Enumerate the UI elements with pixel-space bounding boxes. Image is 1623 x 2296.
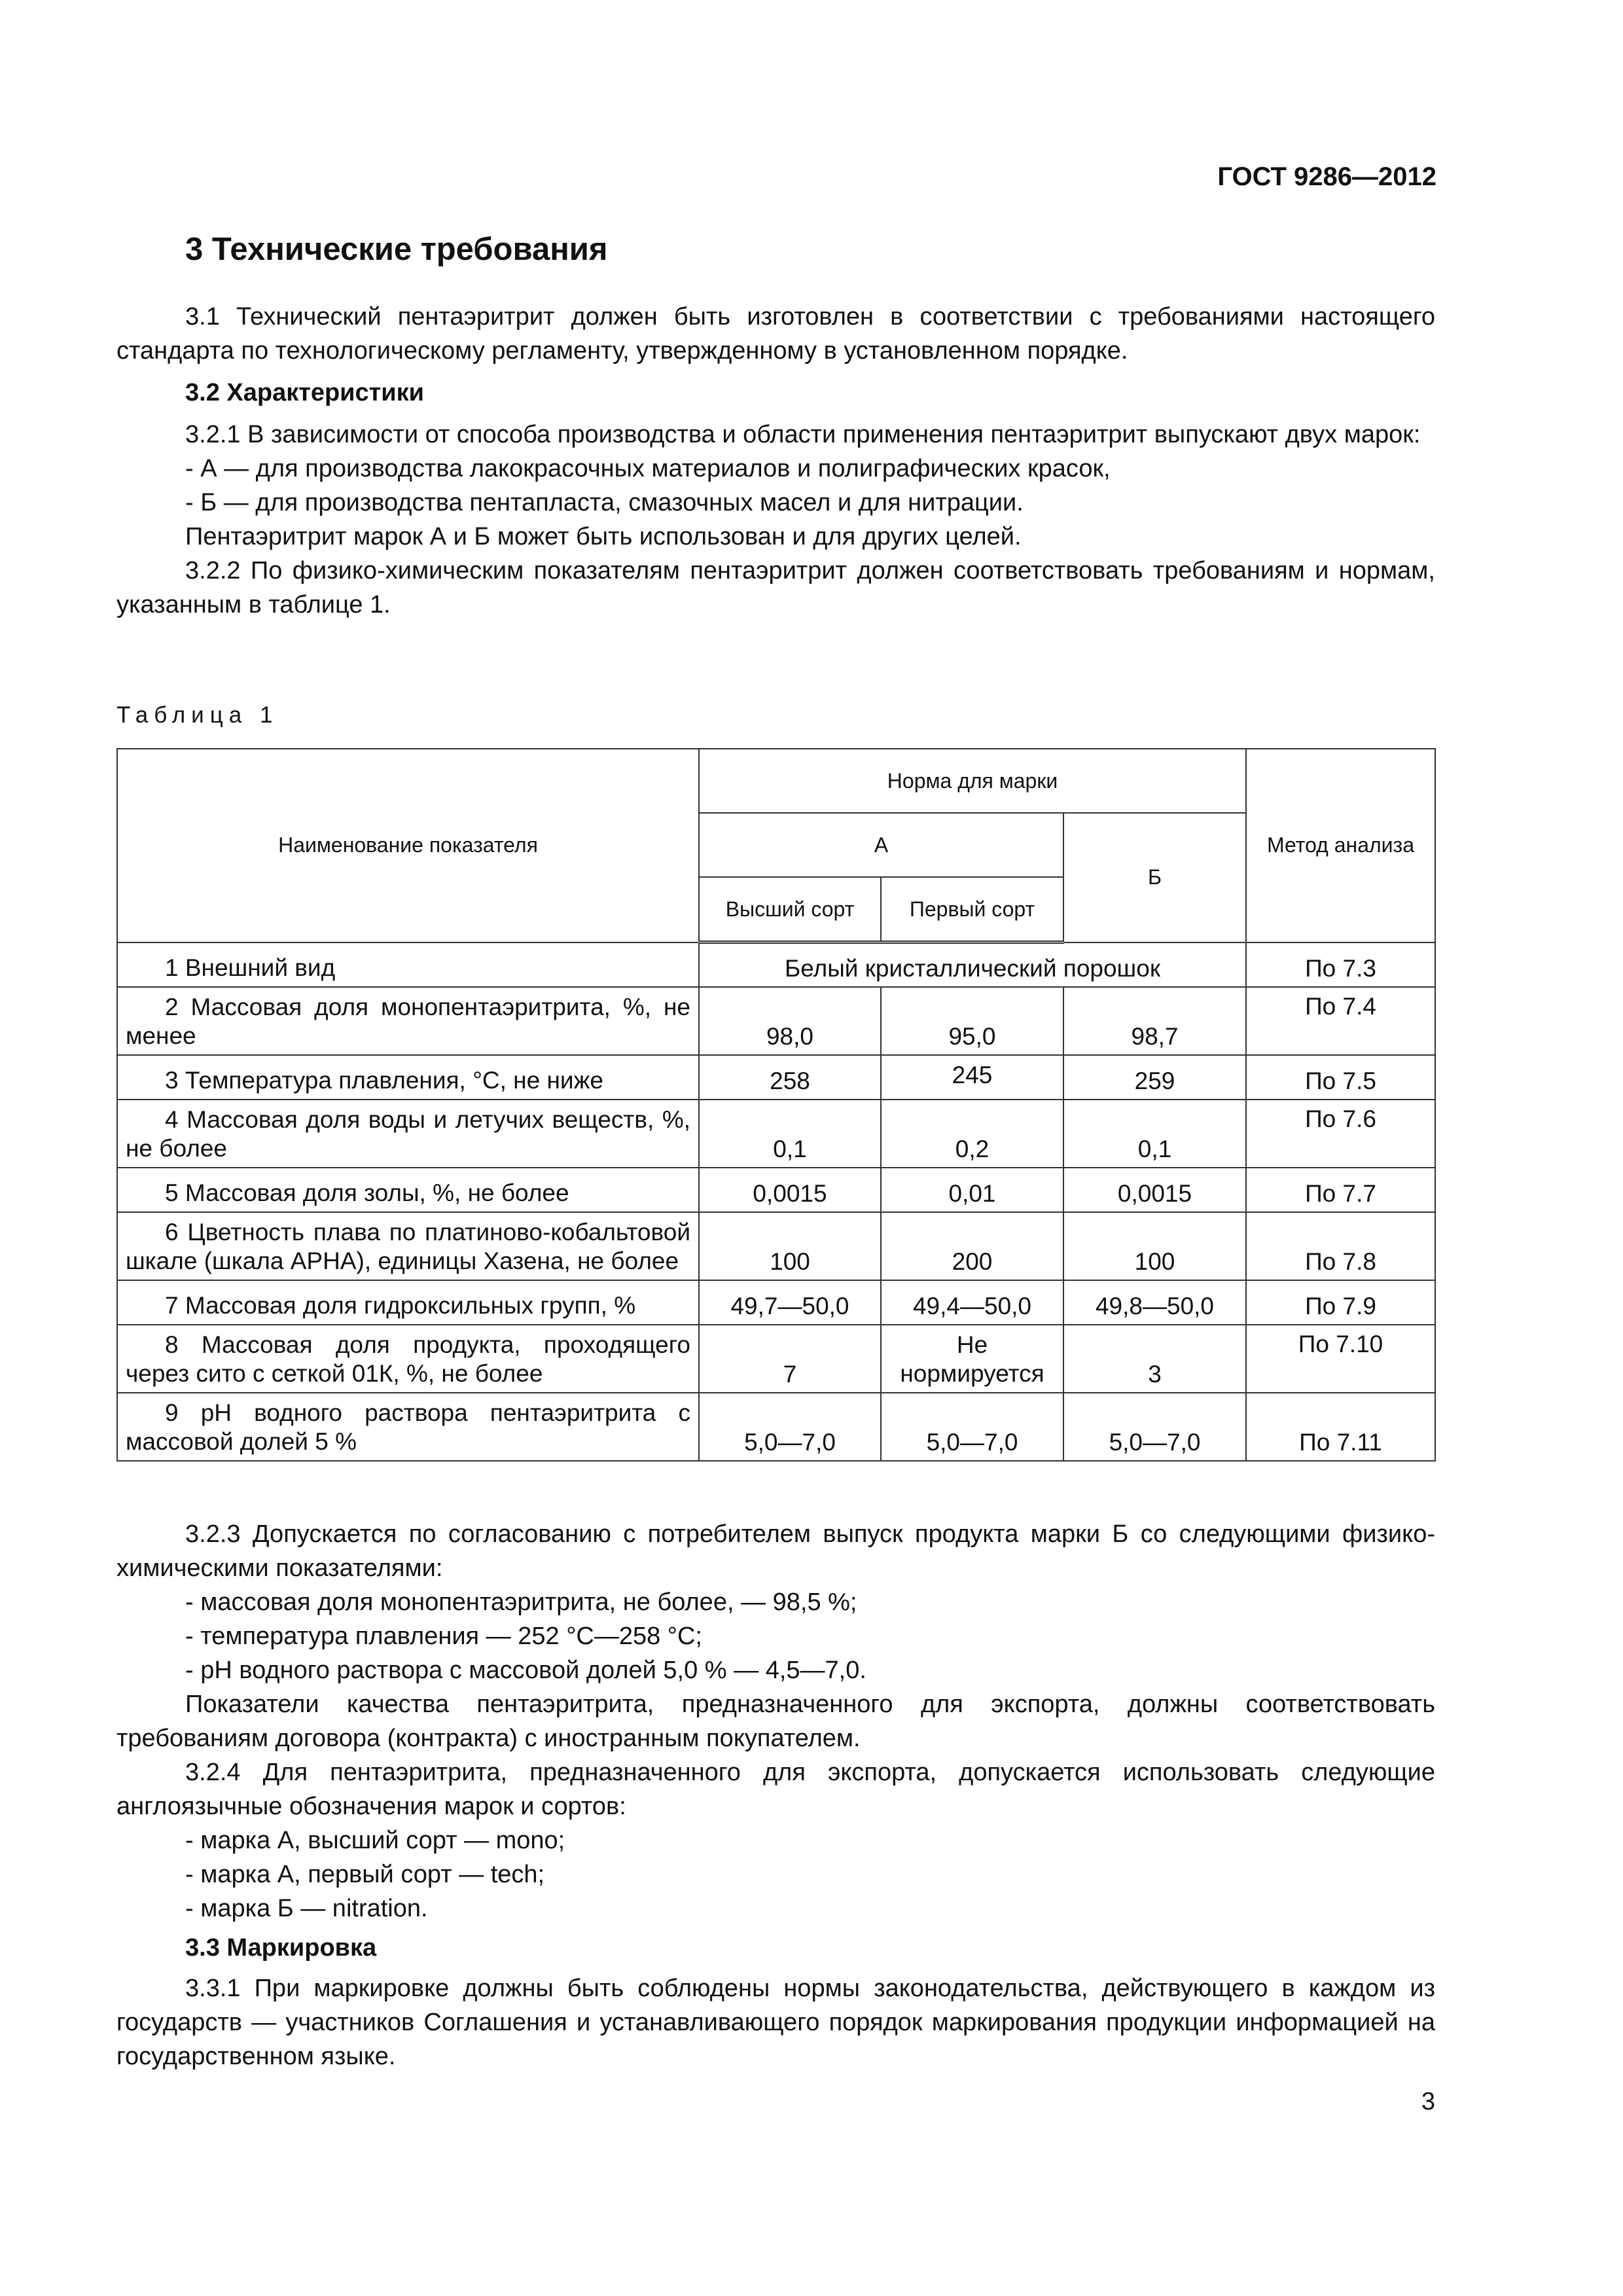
value-b: 3 xyxy=(1063,1325,1246,1393)
method-cell: По 7.7 xyxy=(1246,1168,1435,1212)
value-a-first: 95,0 xyxy=(881,987,1063,1055)
list-item: - А — для производства лакокрасочных материалов и полиграфических красок, xyxy=(185,455,1111,482)
header-indicator-name: Наименование показателя xyxy=(117,749,699,942)
table-row xyxy=(117,1280,1435,1325)
method-cell: По 7.4 xyxy=(1246,987,1435,1055)
value-a-top: 49,7—50,0 xyxy=(699,1280,881,1325)
table-row xyxy=(117,1055,1435,1100)
paragraph-3-1: 3.1 Технический пентаэритрит должен быть изготовлен в соответствии с требованиями настоящего стандарта по технологическому регламенту, утвержденному в установленном порядке. xyxy=(116,303,1435,365)
paragraph-3-2-1: 3.2.1 В зависимости от способа производства и области применения пентаэритрит выпускают двух марок: xyxy=(185,421,1421,448)
table-row xyxy=(117,942,1435,987)
value-a-top: 7 xyxy=(699,1325,881,1393)
table-row xyxy=(117,1212,1435,1280)
header-grade-a: А xyxy=(699,813,1063,877)
paragraph-other-purposes: Пентаэритрит марок А и Б может быть использован и для других целей. xyxy=(185,523,1022,550)
paragraph-3-2-2: 3.2.2 По физико-химическим показателям пентаэритрит должен соответствовать требованиям и нормам, указанным в таблице 1. xyxy=(116,557,1435,619)
method-cell: По 7.8 xyxy=(1246,1212,1435,1280)
value-a-top: 258 xyxy=(699,1055,881,1100)
value-b: 5,0—7,0 xyxy=(1063,1393,1246,1461)
value-b: 259 xyxy=(1063,1055,1246,1100)
span-value: Белый кристаллический порошок xyxy=(699,942,1246,987)
method-cell: По 7.10 xyxy=(1246,1325,1435,1393)
table-caption: Таблица 1 xyxy=(116,702,279,728)
section-title: 3 Технические требования xyxy=(185,232,608,267)
header-first-grade: Первый сорт xyxy=(881,877,1063,942)
table-row xyxy=(117,987,1435,1055)
page-number: 3 xyxy=(1421,2088,1435,2115)
value-a-top: 100 xyxy=(699,1212,881,1280)
document-code: ГОСТ 9286—2012 xyxy=(1217,162,1436,191)
table-row xyxy=(117,1100,1435,1168)
value-b: 0,1 xyxy=(1063,1100,1246,1168)
method-cell: По 7.9 xyxy=(1246,1280,1435,1325)
row-name: 4 Массовая доля воды и летучих веществ, %, не более xyxy=(117,1100,699,1168)
method-cell: По 7.3 xyxy=(1246,942,1435,987)
value-a-top: 0,1 xyxy=(699,1100,881,1168)
header-norm: Норма для марки xyxy=(699,749,1246,813)
value-b: 49,8—50,0 xyxy=(1063,1280,1246,1325)
paragraph-3-2-3: 3.2.3 Допускается по согласованию с потребителем выпуск продукта марки Б со следующими физико-химическими показателями: xyxy=(116,1520,1435,1582)
value-a-top: 98,0 xyxy=(699,987,881,1055)
row-name: 8 Массовая доля продукта, проходящего через сито с сеткой 01К, %, не более xyxy=(117,1325,699,1393)
list-item: - Б — для производства пентапласта, смазочных масел и для нитрации. xyxy=(185,489,1024,516)
table-row xyxy=(117,1168,1435,1212)
row-name: 7 Массовая доля гидроксильных групп, % xyxy=(117,1280,699,1325)
row-name: 9 рН водного раствора пентаэритрита с массовой долей 5 % xyxy=(117,1393,699,1461)
list-item: - марка А, высший сорт — mono; xyxy=(185,1827,565,1854)
value-a-first: 0,2 xyxy=(881,1100,1063,1168)
method-cell: По 7.6 xyxy=(1246,1100,1435,1168)
list-item: - массовая доля монопентаэритрита, не более, — 98,5 %; xyxy=(185,1588,857,1616)
paragraph-export: Показатели качества пентаэритрита, предназначенного для экспорта, должны соответствовать требованиям договора (контракта) с иностранным покупателем. xyxy=(116,1691,1435,1752)
list-item: - рН водного раствора с массовой долей 5,0 % — 4,5—7,0. xyxy=(185,1657,866,1684)
paragraph-3-2-4: 3.2.4 Для пентаэритрита, предназначенного для экспорта, допускается использовать следующие англоязычные обозначения марок и сортов: xyxy=(116,1759,1435,1820)
intro-block xyxy=(116,300,1435,622)
value-a-first: 200 xyxy=(881,1212,1063,1280)
row-name: 1 Внешний вид xyxy=(117,942,699,987)
table-row xyxy=(117,1325,1435,1393)
list-item: - температура плавления — 252 °С—258 °С; xyxy=(185,1623,702,1650)
value-a-first: Не нормируется xyxy=(881,1325,1063,1393)
value-b: 98,7 xyxy=(1063,987,1246,1055)
method-cell: По 7.5 xyxy=(1246,1055,1435,1100)
header-method: Метод анализа xyxy=(1246,749,1435,942)
subsection-heading-3-3: 3.3 Маркировка xyxy=(185,1934,377,1962)
post-table-block xyxy=(116,1517,1435,2073)
paragraph-3-3-1: 3.3.1 При маркировке должны быть соблюдены нормы законодательства, действующего в каждом из государств — участников Соглашения и устанавливающего порядок маркирования продукции информацией на государственном языке. xyxy=(116,1975,1435,2070)
value-a-first: 49,4—50,0 xyxy=(881,1280,1063,1325)
header-grade-b: Б xyxy=(1063,813,1246,942)
value-a-first: 245 xyxy=(881,1055,1063,1100)
header-top-grade: Высший сорт xyxy=(699,877,881,942)
subsection-heading-3-2: 3.2 Характеристики xyxy=(185,379,425,406)
value-b: 100 xyxy=(1063,1212,1246,1280)
row-name: 3 Температура плавления, °С, не ниже xyxy=(117,1055,699,1100)
value-b: 0,0015 xyxy=(1063,1168,1246,1212)
value-a-top: 0,0015 xyxy=(699,1168,881,1212)
row-name: 5 Массовая доля золы, %, не более xyxy=(117,1168,699,1212)
table-1 xyxy=(116,748,1436,1462)
value-a-first: 0,01 xyxy=(881,1168,1063,1212)
table-row xyxy=(117,1393,1435,1461)
value-a-first: 5,0—7,0 xyxy=(881,1393,1063,1461)
row-name: 2 Массовая доля монопентаэритрита, %, не менее xyxy=(117,987,699,1055)
row-name: 6 Цветность плава по платиново-кобальтовой шкале (шкала АРНА), единицы Хазена, не более xyxy=(117,1212,699,1280)
method-cell: По 7.11 xyxy=(1246,1393,1435,1461)
value-a-top: 5,0—7,0 xyxy=(699,1393,881,1461)
list-item: - марка А, первый сорт — tech; xyxy=(185,1861,545,1888)
list-item: - марка Б — nitration. xyxy=(185,1895,428,1922)
